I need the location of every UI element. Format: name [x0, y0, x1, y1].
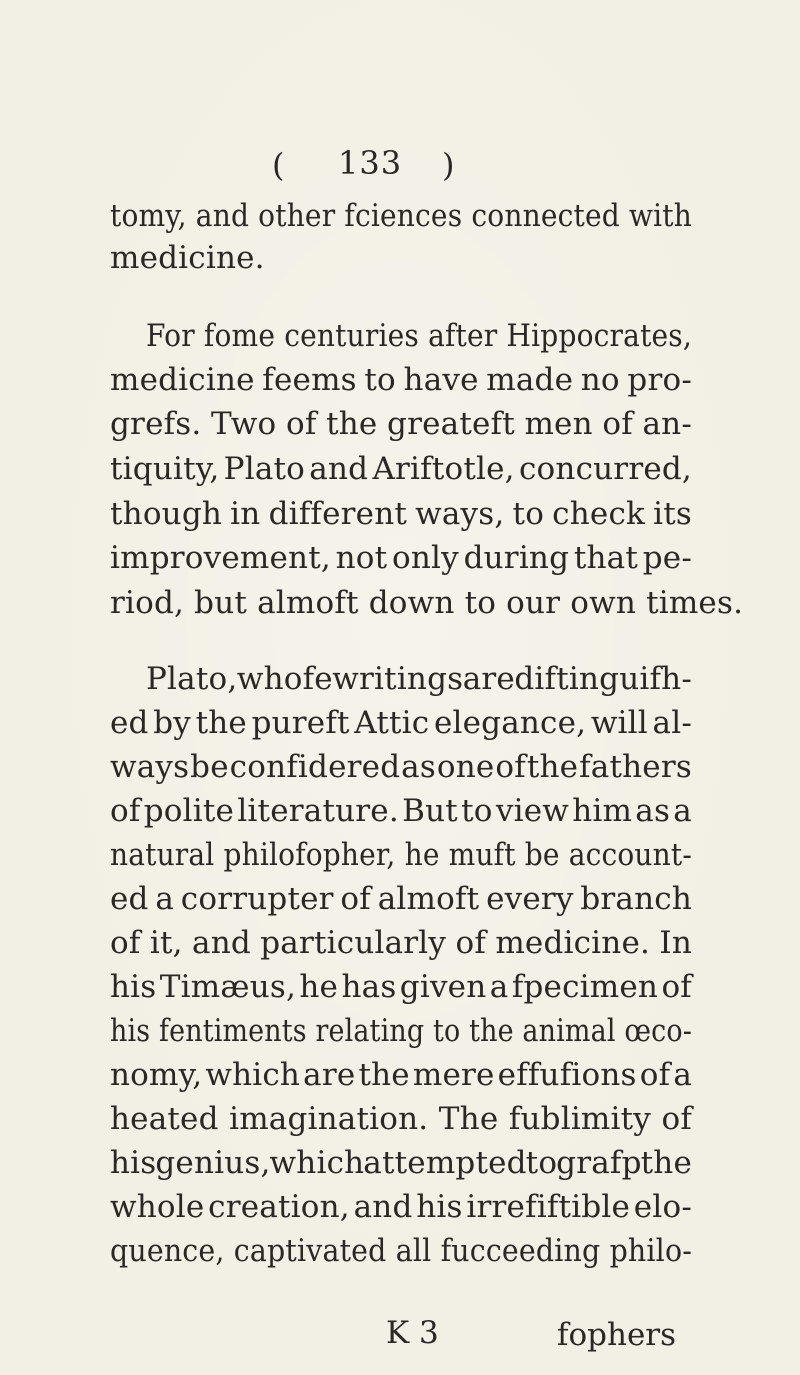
text-line: medicine feems to have made no pro- [110, 362, 692, 398]
text-line: of polite literature. But to view him as a [110, 793, 692, 829]
text-line: ed a corrupter of almoft every branch [110, 881, 692, 917]
text-line: grefs. Two of the greateft men of an- [110, 406, 692, 442]
text-line: of it, and particularly of medicine. In [110, 925, 692, 961]
text-line: heated imagination. The fublimity of [110, 1101, 692, 1137]
header-close-paren: ) [442, 146, 455, 184]
text-line: For fome centuries after Hippocrates, [146, 318, 692, 354]
text-line: his Timæus, he has given a fpecimen of [110, 969, 692, 1005]
signature-mark: K 3 [386, 1315, 439, 1351]
text-line: tiquity, Plato and Ariftotle, concurred, [110, 451, 692, 487]
text-line: whole creation, and his irrefiftible elo- [110, 1189, 692, 1225]
text-line: Plato, whofe writings are diftinguifh- [146, 661, 692, 697]
page-number: 133 [338, 144, 403, 182]
text-line: ed by the pureft Attic elegance, will al- [110, 705, 692, 741]
text-line: though in different ways, to check its [110, 496, 692, 532]
text-line: riod, but almoft down to our own times. [110, 585, 744, 621]
text-line: his genius, which attempted to grafp the [110, 1145, 692, 1181]
text-line: quence, captivated all fucceeding philo- [110, 1233, 692, 1269]
text-line: natural philofopher, he muft be account- [110, 837, 692, 873]
catchword: fophers [557, 1317, 677, 1353]
text-line: his fentiments relating to the animal œco- [110, 1013, 692, 1049]
text-line: ways be confidered as one of the fathers [110, 749, 692, 785]
text-line: nomy, which are the mere effufions of a [110, 1057, 692, 1093]
text-line: medicine. [110, 240, 265, 276]
text-line: tomy, and other fciences connected with [110, 198, 692, 234]
header-open-paren: ( [272, 146, 285, 184]
text-line: improvement, not only during that pe- [110, 540, 692, 576]
